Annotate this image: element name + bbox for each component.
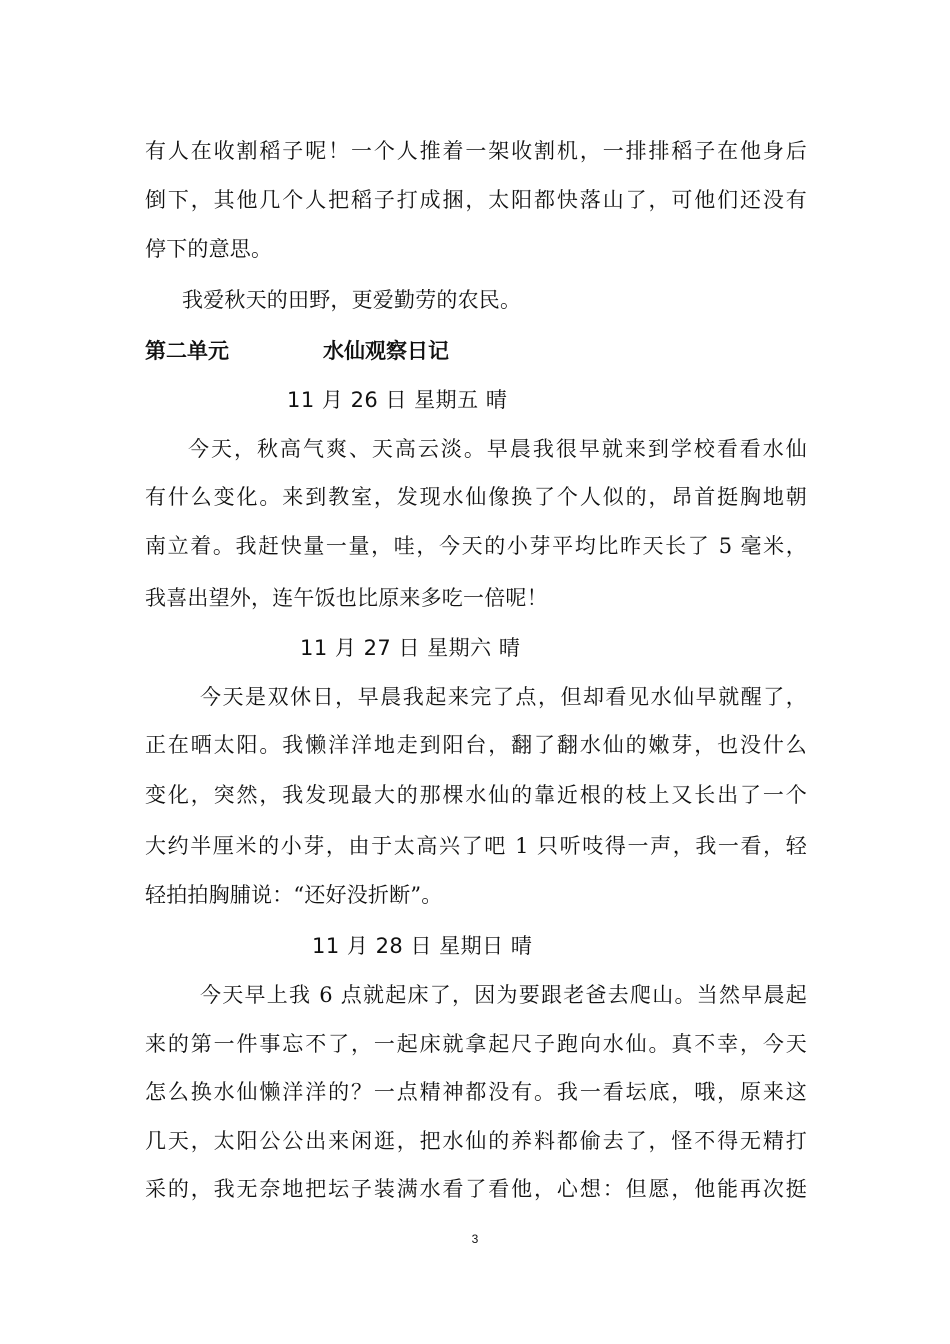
section-title: 水仙观察日记: [323, 338, 449, 363]
entry-line: 今天早上我 6 点就起床了，因为要跟老爸去爬山。当然早晨起: [200, 983, 807, 1007]
page-number: 3: [471, 1232, 479, 1246]
entry-line: 来的第一件事忘不了，一起床就拿起尺子跑向水仙。真不幸，今天: [145, 1032, 807, 1056]
unit-label: 第二单元: [145, 338, 229, 363]
entry-date: 11 月 26 日 星期五 晴: [287, 388, 508, 412]
entry-line: 轻拍拍胸脯说：“还好没折断”。: [145, 883, 443, 907]
entry-line: 今天，秋高气爽、天高云淡。早晨我很早就来到学校看看水仙: [188, 437, 807, 461]
entry-line: 采的，我无奈地把坛子装满水看了看他，心想：但愿，他能再次挺: [145, 1177, 807, 1201]
entry-line: 有什么变化。来到教室，发现水仙像换了个人似的，昂首挺胸地朝: [145, 485, 807, 509]
entry-line: 今天是双休日，早晨我起来完了点，但却看见水仙早就醒了，: [200, 685, 807, 709]
intro-line-2: 倒下，其他几个人把稻子打成捆，太阳都快落山了，可他们还没有: [145, 188, 807, 212]
intro-line-4: 我爱秋天的田野，更爱勤劳的农民。: [182, 288, 522, 312]
entry-line: 大约半厘米的小芽，由于太高兴了吧 1 只听吱得一声，我一看，轻: [145, 834, 807, 858]
entry-line: 变化，突然，我发现最大的那棵水仙的靠近根的枝上又长出了一个: [145, 783, 807, 807]
section-heading: [145, 336, 449, 366]
intro-line-3: 停下的意思。: [145, 237, 273, 261]
entry-line: 南立着。我赶快量一量，哇，今天的小芽平均比昨天长了 5 毫米，: [145, 534, 807, 558]
entry-line: 正在晒太阳。我懒洋洋地走到阳台，翻了翻水仙的嫩芽，也没什么: [145, 733, 807, 757]
entry-date: 11 月 27 日 星期六 晴: [300, 636, 521, 660]
entry-line: 几天，太阳公公出来闲逛，把水仙的养料都偷去了，怪不得无精打: [145, 1129, 807, 1153]
entry-line: 怎么换水仙懒洋洋的？一点精神都没有。我一看坛底，哦，原来这: [145, 1080, 807, 1104]
entry-date: 11 月 28 日 星期日 晴: [312, 934, 533, 958]
intro-line-1: 有人在收割稻子呢！一个人推着一架收割机，一排排稻子在他身后: [145, 139, 807, 163]
entry-line: 我喜出望外，连午饭也比原来多吃一倍呢！: [145, 586, 548, 610]
